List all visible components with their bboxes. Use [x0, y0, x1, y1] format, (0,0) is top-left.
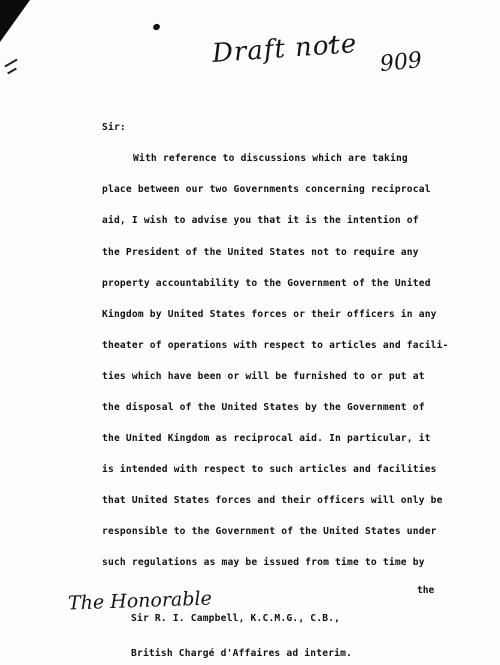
page-corner-shadow [0, 0, 30, 42]
letter-line: is intended with respect to such articles and facilities [102, 464, 437, 475]
handwritten-draft-note: Draft note [211, 28, 359, 70]
handwritten-page-number: 909 [378, 47, 424, 78]
addressee-title: British Chargé d'Affaires ad interim. [131, 648, 353, 659]
letter-line: ties which have been or will be furnished to or put at [102, 371, 425, 382]
letter-line: the United Kingdom as reciprocal aid. In particular, it [102, 433, 431, 444]
letter-line: the disposal of the United States by the Government of [102, 402, 425, 413]
letter-line: property accountability to the Government of the United [102, 278, 431, 289]
letter-line: that United States forces and their officers will only be [102, 495, 443, 506]
letter-line: responsible to the Government of the United States under [102, 526, 437, 537]
letter-line: With reference to discussions which are taking [133, 153, 408, 164]
letter-line: theater of operations with respect to articles and facili- [102, 340, 449, 351]
letter-line: place between our two Governments concerning reciprocal [102, 184, 431, 195]
continuation-word: the [417, 585, 435, 596]
margin-mark [4, 59, 17, 68]
margin-mark [7, 68, 17, 75]
letter-line: aid, I wish to advise you that it is the intention of [102, 215, 419, 226]
addressee-name: Sir R. I. Campbell, K.C.M.G., C.B., [131, 613, 341, 624]
handwritten-honorable: The Honorable [67, 587, 213, 615]
ink-mark [152, 23, 161, 32]
letter-line: the President of the United States not to require any [102, 247, 419, 258]
salutation: Sir: [102, 122, 126, 133]
letter-line: such regulations as may be issued from time to time by [102, 557, 425, 568]
letter-line: Kingdom by United States forces or their officers in any [102, 309, 437, 320]
